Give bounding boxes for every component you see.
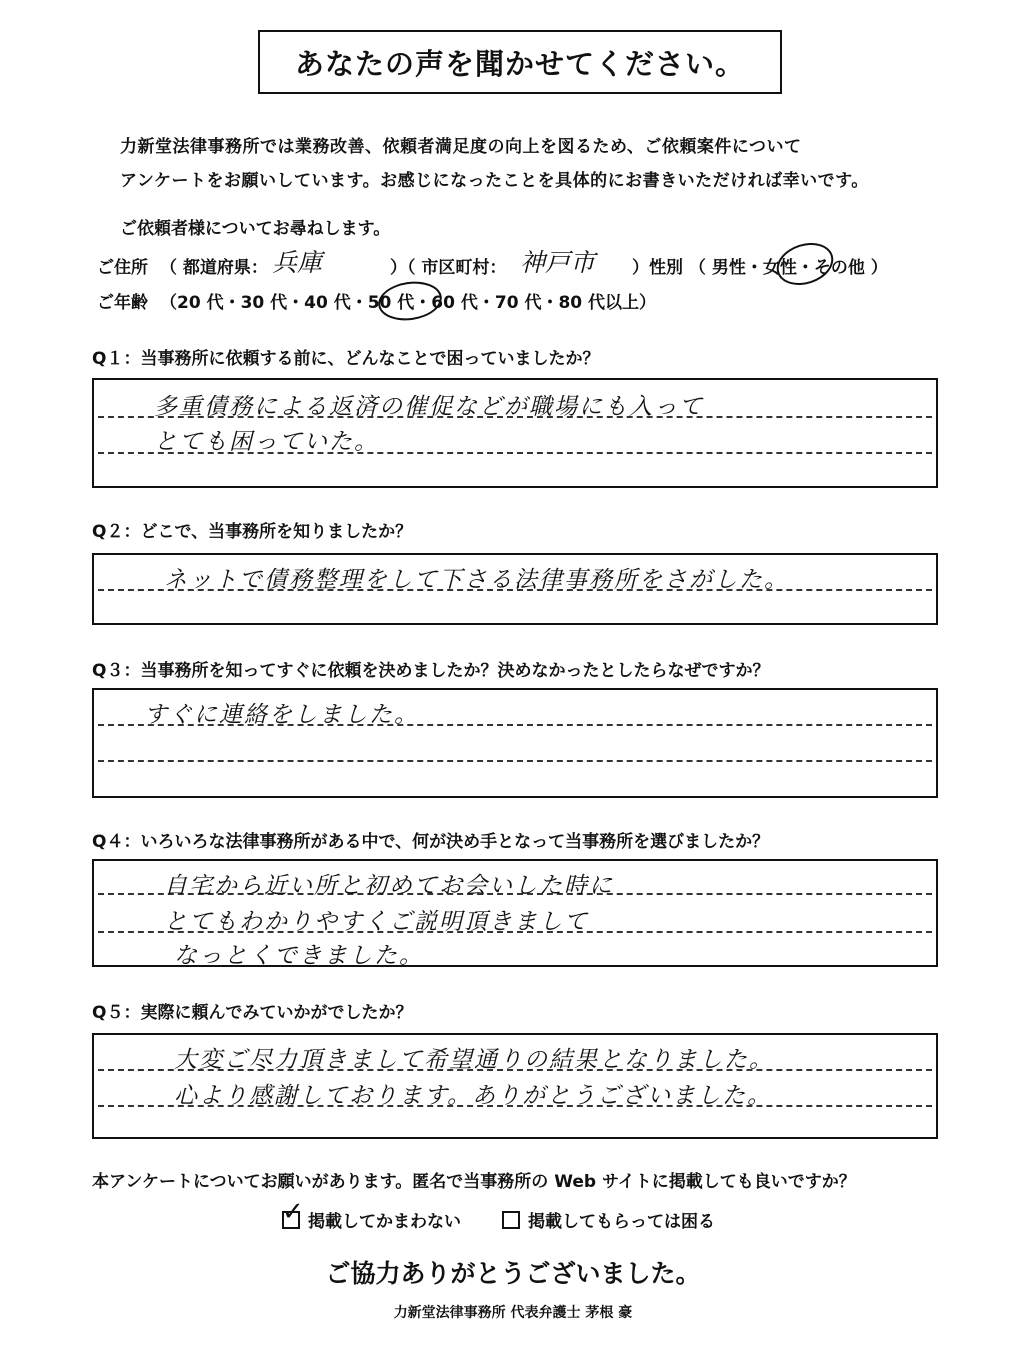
client-heading: ご依頼者様についてお尋ねします。: [120, 219, 391, 239]
q1-answer-line-2: とても困っていた。: [154, 429, 379, 455]
age-selection-circle: [376, 278, 445, 325]
publish-option-ok[interactable]: [282, 1196, 461, 1232]
publish-ok-label: 掲載してかまわない: [308, 1212, 461, 1232]
q3-answer-line-1: すぐに連絡をしました。: [144, 702, 419, 728]
prefecture-label: （ 都道府県：: [160, 258, 268, 278]
q5-label: Q５：実際に頼んでみていかがでしたか？: [92, 1003, 413, 1023]
age-label: ご年齢: [97, 293, 148, 313]
q4-answer-line-1: 自宅から近い所と初めてお会いした時に: [164, 873, 614, 899]
answer-line: [98, 760, 932, 762]
city-label: ）（ 市区町村：: [390, 258, 507, 278]
publish-ng-label: 掲載してもらっては困る: [528, 1212, 715, 1232]
q1-answer-line-1: 多重債務による返済の催促などが職場にも入って: [154, 394, 704, 420]
q3-label: Q３：当事務所を知ってすぐに依頼を決めましたか？決めなかったとしたらなぜですか？: [92, 661, 770, 681]
q5-answer-box[interactable]: [92, 1033, 938, 1139]
city-value[interactable]: 神戸市: [520, 248, 596, 277]
q4-answer-box[interactable]: [92, 859, 938, 967]
age-options: （20 代・30 代・40 代・50 代・60 代・70 代・80 代以上）: [160, 293, 657, 313]
thanks-message: ご協力ありがとうございました。: [325, 1259, 701, 1288]
q5-answer-line-1: 大変ご尽力頂きまして希望通りの結果となりました。: [174, 1047, 774, 1073]
check-mark-icon: ✓: [282, 1196, 304, 1227]
q1-label: Q１：当事務所に依頼する前に、どんなことで困っていましたか？: [92, 349, 600, 369]
gender-label: ）性別 （ 男性・女性・その他 ）: [632, 258, 888, 278]
q3-answer-box[interactable]: [92, 688, 938, 798]
q4-answer-line-2: とてもわかりやすくご説明頂きまして: [164, 909, 589, 935]
address-label: ご住所: [97, 258, 148, 278]
intro-line-2: アンケートをお願いしています。お感じになったことを具体的にお書きいただければ幸いです。: [120, 171, 869, 191]
q1-answer-box[interactable]: [92, 378, 938, 488]
publish-ok-checkbox[interactable]: [282, 1196, 304, 1229]
publish-ng-checkbox[interactable]: [502, 1211, 520, 1229]
intro-line-1: 力新堂法律事務所では業務改善、依頼者満足度の向上を図るため、ご依頼案件について: [120, 137, 802, 157]
prefecture-value[interactable]: 兵庫: [272, 248, 323, 277]
q4-label: Q４：いろいろな法律事務所がある中で、何が決め手となって当事務所を選びましたか？: [92, 832, 770, 852]
publish-question: 本アンケートについてお願いがあります。匿名で当事務所の Web サイトに掲載しても良いですか？: [92, 1172, 856, 1192]
page-title: あなたの声を聞かせてください。: [258, 30, 782, 94]
publish-option-ng[interactable]: [502, 1207, 715, 1232]
q2-answer-box[interactable]: [92, 553, 938, 625]
q5-answer-line-2: 心より感謝しております。ありがとうございました。: [174, 1083, 773, 1109]
gender-selection-circle: [771, 236, 839, 292]
q2-label: Q２：どこで、当事務所を知りましたか？: [92, 522, 413, 542]
q2-answer-line-1: ネットで債務整理をして下さる法律事務所をさがした。: [164, 567, 789, 593]
footer-signature: 力新堂法律事務所 代表弁護士 茅根 豪: [393, 1305, 633, 1321]
q4-answer-line-3: なっとくできました。: [174, 943, 424, 969]
